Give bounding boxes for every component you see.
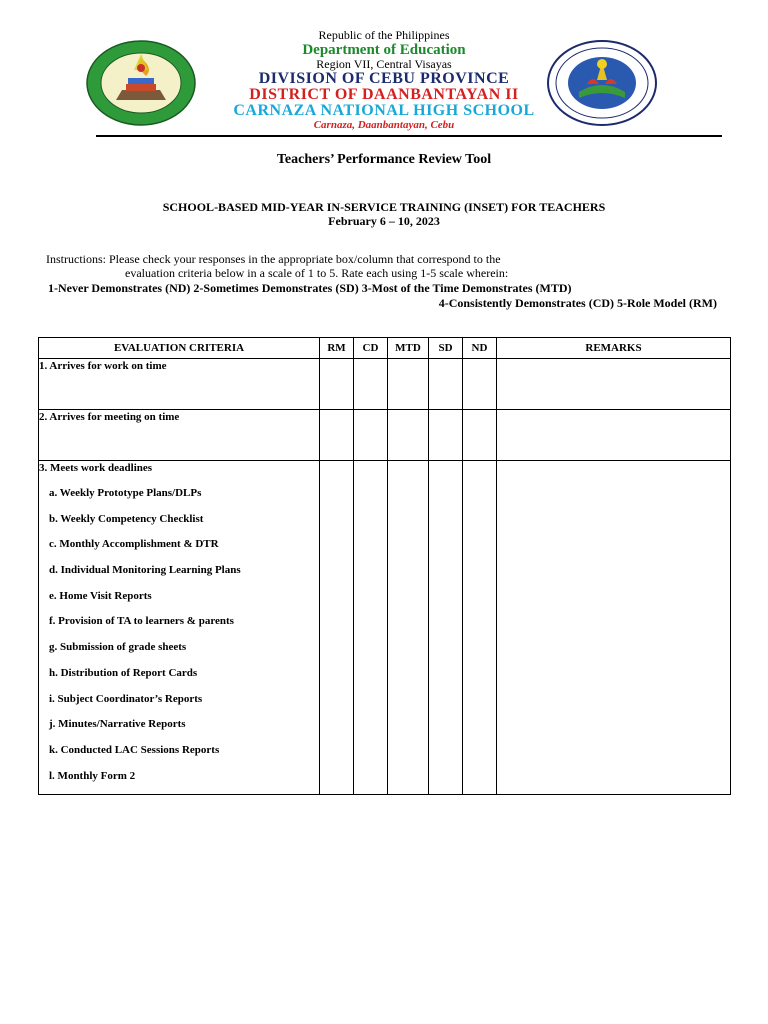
criterion-label: 3. Meets work deadlines xyxy=(39,462,153,474)
sd-checkbox-cell[interactable] xyxy=(429,359,463,410)
sub-criterion-item: l. Monthly Form 2 xyxy=(49,769,136,782)
instructions-line-1: Instructions: Please check your responses in the appropriate box/column that correspond to the xyxy=(46,252,501,266)
cd-checkbox-cell[interactable] xyxy=(354,359,388,410)
criterion-cell xyxy=(39,410,320,461)
training-dates: February 6 – 10, 2023 xyxy=(328,214,440,228)
criteria-header: EVALUATION CRITERIA xyxy=(39,338,320,359)
table-row xyxy=(39,410,731,461)
document-title: Teachers’ Performance Review Tool xyxy=(276,152,492,167)
remarks-cell[interactable] xyxy=(497,410,731,461)
mtd-checkbox-cell[interactable] xyxy=(388,461,429,795)
nd-checkbox-cell[interactable] xyxy=(463,359,497,410)
sub-criterion-item: j. Minutes/Narrative Reports xyxy=(49,718,186,731)
sub-criterion-item: c. Monthly Accomplishment & DTR xyxy=(49,538,219,551)
division-name: DIVISION OF CEBU PROVINCE xyxy=(258,70,510,87)
rating-scale-line-2: 4-Consistently Demonstrates (CD) 5-Role Model (RM) xyxy=(438,296,717,310)
table-row xyxy=(39,461,731,795)
header-divider xyxy=(96,135,722,137)
remarks-header: REMARKS xyxy=(497,338,731,359)
criterion-cell xyxy=(39,461,320,795)
sub-criterion-item: g. Submission of grade sheets xyxy=(49,641,187,654)
table-header-row xyxy=(39,338,731,359)
sub-criterion-item: d. Individual Monitoring Learning Plans xyxy=(49,564,241,577)
sub-criterion-item: i. Subject Coordinator’s Reports xyxy=(49,692,203,705)
region-line: Region VII, Central Visayas xyxy=(316,57,452,71)
republic-line: Republic of the Philippines xyxy=(318,28,450,42)
sub-criterion-item: e. Home Visit Reports xyxy=(49,589,152,602)
mtd-checkbox-cell[interactable] xyxy=(388,410,429,461)
criterion-label: 2. Arrives for meeting on time xyxy=(39,411,180,423)
department-name: Department of Education xyxy=(302,42,466,58)
school-location: Carnaza, Daanbantayan, Cebu xyxy=(313,119,455,131)
table-row xyxy=(39,359,731,410)
cd-checkbox-cell[interactable] xyxy=(354,410,388,461)
rm-checkbox-cell[interactable] xyxy=(320,359,354,410)
sub-criterion-item: k. Conducted LAC Sessions Reports xyxy=(49,743,220,756)
criterion-label: 1. Arrives for work on time xyxy=(39,360,167,372)
training-title: SCHOOL-BASED MID-YEAR IN-SERVICE TRAINING (INSET) FOR TEACHERS xyxy=(162,200,606,214)
cd-header: CD xyxy=(354,338,388,359)
rm-checkbox-cell[interactable] xyxy=(320,410,354,461)
cd-checkbox-cell[interactable] xyxy=(354,461,388,795)
sub-criterion-item: h. Distribution of Report Cards xyxy=(49,666,198,679)
criterion-cell xyxy=(39,359,320,410)
sd-checkbox-cell[interactable] xyxy=(429,461,463,795)
mtd-checkbox-cell[interactable] xyxy=(388,359,429,410)
sub-criterion-item: a. Weekly Prototype Plans/DLPs xyxy=(49,487,202,499)
nd-checkbox-cell[interactable] xyxy=(463,410,497,461)
evaluation-table xyxy=(38,337,731,795)
nd-checkbox-cell[interactable] xyxy=(463,461,497,795)
remarks-cell[interactable] xyxy=(497,359,731,410)
nd-header: ND xyxy=(463,338,497,359)
mtd-header: MTD xyxy=(388,338,429,359)
sub-criterion-item: b. Weekly Competency Checklist xyxy=(49,512,204,525)
instructions-line-2: evaluation criteria below in a scale of 1 to 5. Rate each using 1-5 scale wherein: xyxy=(125,266,509,280)
rm-checkbox-cell[interactable] xyxy=(320,461,354,795)
remarks-cell[interactable] xyxy=(497,461,731,795)
sd-checkbox-cell[interactable] xyxy=(429,410,463,461)
rm-header: RM xyxy=(320,338,354,359)
district-name: DISTRICT OF DAANBANTAYAN II xyxy=(249,86,519,103)
sub-criterion-item: f. Provision of TA to learners & parents xyxy=(49,615,234,628)
letterhead xyxy=(0,0,768,140)
sd-header: SD xyxy=(429,338,463,359)
rating-scale-line-1: 1-Never Demonstrates (ND) 2-Sometimes Demonstrates (SD) 3-Most of the Time Demonstrates (MTD) xyxy=(48,281,572,295)
school-name: CARNAZA NATIONAL HIGH SCHOOL xyxy=(233,102,535,119)
